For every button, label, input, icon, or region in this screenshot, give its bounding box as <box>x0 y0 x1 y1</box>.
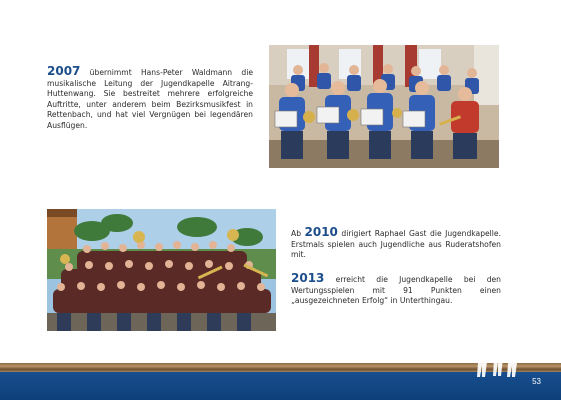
page-number: 53 <box>532 377 541 386</box>
year-2010: 2010 <box>304 225 338 239</box>
musicians-silhouette-icon <box>468 330 526 380</box>
paragraph-2010-text: dirigiert Raphael Gast die Jugendkapelle. Erstmals spielen auch Jugendliche aus Ruderatshofen mit. <box>291 229 501 260</box>
photo-band-outdoor <box>47 209 276 331</box>
paragraph-2007-text: übernimmt Hans-Peter Waldmann die musikalische Leitung der Jugendkapelle Aitrang-Huttenwang. Sie bestreitet mehrere erfolgreiche Auftritte, unter anderem beim Bezirksmusikfest in Rettenbach, und hat viel Vergnügen bei legendären Ausflügen. <box>47 68 253 130</box>
paragraph-2013 <box>291 273 501 307</box>
photo-band-indoor <box>269 45 499 168</box>
paragraph-2010 <box>291 227 501 261</box>
year-2007: 2007 <box>47 64 81 78</box>
paragraph-2010-prefix: Ab <box>291 229 305 238</box>
paragraph-2013-text: erreicht die Jugendkapelle bei den Wertungsspielen mit 91 Punkten einen „ausgezeichneten Erfolg“ in Unterthingau. <box>291 275 501 306</box>
year-2013: 2013 <box>291 271 325 285</box>
paragraph-2007 <box>47 66 253 132</box>
